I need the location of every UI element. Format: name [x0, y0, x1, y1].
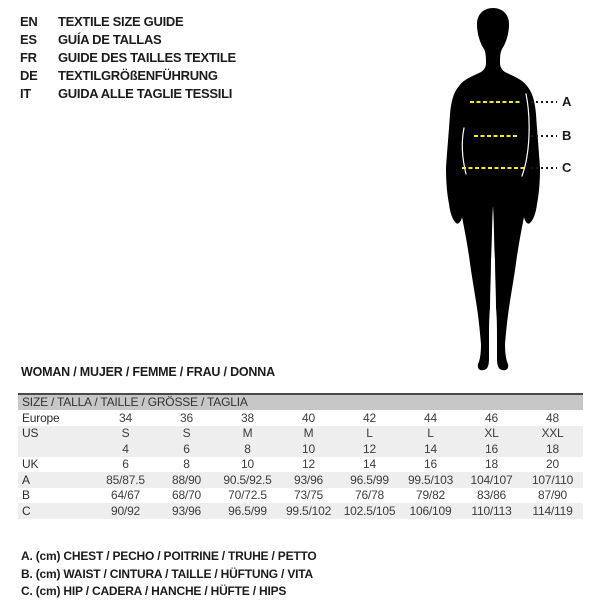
size-cell: S	[156, 426, 217, 442]
size-cell: 46	[485, 410, 498, 425]
size-cell: 96.5/99	[339, 472, 400, 488]
size-cell: 6	[122, 457, 129, 472]
language-code: FR	[20, 50, 37, 65]
size-cell: 114/119	[522, 503, 583, 519]
language-row	[20, 67, 236, 85]
size-cell: 79/82	[415, 488, 446, 503]
row-label: A	[18, 472, 95, 488]
size-cell: 93/96	[156, 503, 217, 519]
size-cell: 102.5/105	[339, 503, 400, 519]
measure-label-c: C	[562, 160, 572, 175]
language-code: DE	[20, 68, 38, 83]
table-row-us-numeric	[18, 441, 583, 457]
size-cell: 14	[363, 457, 376, 472]
language-title-block	[20, 13, 236, 103]
measure-label-a: A	[562, 94, 572, 109]
language-row	[20, 31, 236, 49]
row-label	[18, 441, 95, 457]
language-row	[20, 85, 236, 103]
waist-measure-line	[474, 135, 519, 137]
guide-title-text: TEXTILE SIZE GUIDE	[58, 14, 184, 29]
table-row-hip	[18, 503, 583, 519]
language-row	[20, 49, 236, 67]
size-cell: 83/86	[476, 488, 507, 503]
size-table-header: SIZE / TALLA / TAILLE / GRÖSSE / TAGLIA	[18, 393, 583, 410]
size-cell: L	[339, 426, 400, 442]
size-cell: 40	[302, 410, 315, 425]
size-cell: 48	[546, 410, 559, 425]
size-cell: 44	[424, 410, 437, 425]
language-code: ES	[20, 32, 37, 47]
legend-waist: B. (cm) WAIST / CINTURA / TAILLE / HÜFTUNG / VITA	[21, 566, 313, 581]
row-label: B	[22, 488, 30, 503]
size-cell: 10	[278, 441, 339, 457]
guide-title-text: GUIDA ALLE TAGLIE TESSILI	[58, 86, 233, 101]
size-table-grid	[18, 410, 583, 519]
size-cell: 18	[522, 441, 583, 457]
size-cell: 38	[241, 410, 254, 425]
size-cell: 93/96	[278, 472, 339, 488]
guide-title-text: GUIDE DES TAILLES TEXTILE	[58, 50, 236, 65]
size-cell: 90.5/92.5	[217, 472, 278, 488]
row-label: US	[18, 426, 95, 442]
size-cell: 16	[461, 441, 522, 457]
size-cell: L	[400, 426, 461, 442]
size-cell: 64/67	[110, 488, 141, 503]
size-cell: 70/72.5	[228, 488, 267, 503]
size-cell: 110/113	[461, 503, 522, 519]
measure-legend	[21, 548, 317, 600]
table-row-uk	[18, 457, 583, 473]
size-cell: 20	[546, 457, 559, 472]
size-cell: 68/70	[171, 488, 202, 503]
table-row-us-letter	[18, 426, 583, 442]
size-cell: 88/90	[156, 472, 217, 488]
size-cell: 85/87.5	[95, 472, 156, 488]
size-cell: 104/107	[461, 472, 522, 488]
row-label: Europe	[22, 410, 60, 425]
size-cell: 99.5/103	[400, 472, 461, 488]
row-label: C	[18, 503, 95, 519]
size-cell: 87/90	[537, 488, 568, 503]
hip-measure-line	[462, 167, 524, 169]
size-cell: 18	[485, 457, 498, 472]
size-cell: 8	[217, 441, 278, 457]
language-row	[20, 13, 236, 31]
size-cell: 106/109	[400, 503, 461, 519]
size-cell: 16	[424, 457, 437, 472]
size-cell: 96.5/99	[217, 503, 278, 519]
guide-title-text: TEXTILGRÖßENFÜHRUNG	[58, 68, 218, 83]
language-code: IT	[20, 86, 31, 101]
size-cell: 34	[119, 410, 132, 425]
size-cell: 99.5/102	[278, 503, 339, 519]
table-row-europe	[18, 410, 583, 426]
size-cell: M	[278, 426, 339, 442]
size-cell: 42	[363, 410, 376, 425]
size-cell: 8	[183, 457, 190, 472]
hip-leader-line	[531, 167, 557, 169]
table-row-chest	[18, 472, 583, 488]
guide-title-text: GUÍA DE TALLAS	[58, 32, 162, 47]
size-cell: 107/110	[522, 472, 583, 488]
size-cell: XXL	[522, 426, 583, 442]
size-cell: 6	[156, 441, 217, 457]
size-cell: M	[217, 426, 278, 442]
size-cell: 90/92	[95, 503, 156, 519]
measure-label-b: B	[562, 128, 572, 143]
chest-leader-line	[531, 101, 557, 103]
size-cell: 12	[339, 441, 400, 457]
size-cell: 12	[302, 457, 315, 472]
waist-leader-line	[531, 135, 557, 137]
size-cell: XL	[461, 426, 522, 442]
size-cell: 36	[180, 410, 193, 425]
size-cell: 73/75	[293, 488, 324, 503]
table-row-waist	[18, 488, 583, 504]
size-cell: 4	[95, 441, 156, 457]
size-cell: 14	[400, 441, 461, 457]
size-cell: S	[95, 426, 156, 442]
size-table	[18, 393, 583, 519]
language-code: EN	[20, 14, 38, 29]
chest-measure-line	[470, 101, 522, 103]
legend-chest: A. (cm) CHEST / PECHO / POITRINE / TRUHE / PETTO	[21, 549, 317, 563]
row-label: UK	[22, 457, 39, 472]
size-cell: 76/78	[354, 488, 385, 503]
legend-hip: C. (cm) HIP / CADERA / HANCHE / HÜFTE / HIPS	[21, 584, 287, 598]
woman-silhouette	[437, 8, 551, 372]
section-title: WOMAN / MUJER / FEMME / FRAU / DONNA	[21, 365, 275, 379]
size-cell: 10	[241, 457, 254, 472]
